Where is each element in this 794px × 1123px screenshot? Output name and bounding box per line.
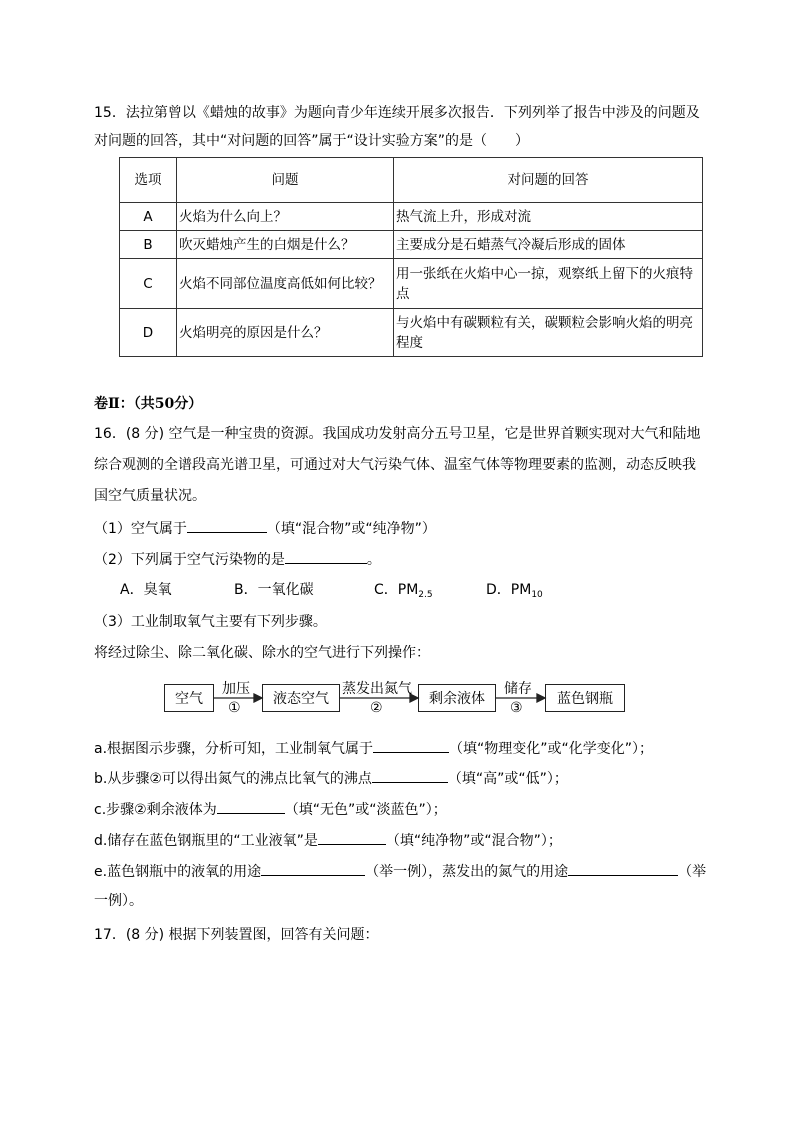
flow-step2-number: ② [370,700,383,716]
option-a: A．臭氧 [120,582,172,598]
q16-sub-e [94,861,706,882]
q16-sub-a [94,738,653,759]
q16-part2-prefix: （2）下列属于空气污染物的是 [94,552,285,568]
q16-part1-suffix: （填“混合物”或“纯净物”） [266,521,436,537]
q16-part3-intro: 将经过除尘、除二氧化碳、除水的空气进行下列操作： [94,645,430,661]
q16-line3: 国空气质量状况。 [94,488,206,504]
q16-line2: 综合观测的全谱段高光谱卫星，可通过对大气污染气体、温室气体等物理要素的监测，动态反映我 [94,457,696,473]
option-c-subscript: 2.5 [418,590,433,600]
flow-step3-number: ③ [510,700,523,716]
q16-sub-d [94,830,562,851]
q15-line1: 15．法拉第曾以《蜡烛的故事》为题向青少年连续开展多次报告．下列列举了报告中涉及的问题及 [94,105,700,121]
q16-part1-prefix: （1）空气属于 [94,521,187,537]
option-b: B．一氧化碳 [234,582,314,598]
q16-sub-c [94,799,447,820]
table-cell-option: D [120,309,177,357]
q16-sub-e-middle: （举一例），蒸发出的氮气的用途 [365,864,569,880]
q15-line2: 对问题的回答，其中“对问题的回答”属于“设计实验方案”的是（ ） [94,133,530,149]
q16-sub-c-suffix: （填“无色”或“淡蓝色”）； [284,802,447,818]
table-cell-question: 火焰为什么向上？ [177,203,394,231]
q16-sub-b [94,768,568,789]
table-header-answer: 对问题的回答 [394,158,703,203]
table-cell-answer: 热气流上升，形成对流 [394,203,703,231]
q17-line1: 17．(8 分) 根据下列装置图，回答有关问题： [94,927,379,943]
flow-box-blue-cylinder: 蓝色钢瓶 [545,684,625,712]
table-cell-option: B [120,231,177,259]
q16-sub-d-prefix: d.储存在蓝色钢瓶里的“工业液氧”是 [94,833,318,849]
section-heading: 卷Ⅱ：（共50分） [94,396,203,412]
table-cell-answer: 用一张纸在火焰中心一掠，观察纸上留下的火痕特点 [394,259,703,309]
answer-blank-c[interactable] [217,799,285,814]
answer-blank-d[interactable] [318,830,386,845]
flow-step3-label: 储存 [504,681,532,697]
q16-sub-b-prefix: b.从步骤②可以得出氮气的沸点比氧气的沸点 [94,771,372,787]
flow-step1-number: ① [228,700,241,716]
answer-blank-e1[interactable] [261,861,365,876]
table-header-question: 问题 [177,158,394,203]
option-d-text: D．PM [486,582,532,598]
flow-box-remaining-liquid: 剩余液体 [418,684,496,712]
table-cell-answer: 与火焰中有碳颗粒有关，碳颗粒会影响火焰的明亮程度 [394,309,703,357]
answer-blank-e2[interactable] [568,861,678,876]
q16-sub-e-line2: 一例）。 [94,893,143,909]
q16-part3: （3）工业制取氧气主要有下列步骤。 [94,614,327,630]
table-cell-option: A [120,203,177,231]
table-cell-question: 火焰明亮的原因是什么？ [177,309,394,357]
flow-box-air: 空气 [164,684,214,712]
table-cell-question: 吹灭蜡烛产生的白烟是什么？ [177,231,394,259]
q16-sub-b-suffix: （填“高”或“低”）； [447,771,568,787]
answer-blank-b[interactable] [372,768,448,783]
table-header-option: 选项 [120,158,177,203]
q16-sub-c-prefix: c.步骤②剩余液体为 [94,802,217,818]
q16-line1: 16．(8 分) 空气是一种宝贵的资源。我国成功发射高分五号卫星，它是世界首颗实现对大气和陆地 [94,426,701,442]
flow-step2-label: 蒸发出氮气 [342,681,412,697]
answer-blank-a[interactable] [373,738,449,753]
q16-sub-a-suffix: （填“物理变化”或“化学变化”）； [449,741,654,757]
flow-arrowhead-1 [254,694,262,702]
q16-sub-e-suffix: （举 [678,864,707,880]
option-d-subscript: 10 [531,590,543,600]
q16-sub-a-prefix: a.根据图示步骤，分析可知，工业制氧气属于 [94,741,374,757]
table-cell-option: C [120,259,177,309]
flow-step1-label: 加压 [222,681,250,697]
flow-box-liquid-air: 液态空气 [262,684,340,712]
table-cell-question: 火焰不同部位温度高低如何比较？ [177,259,394,309]
table-cell-answer: 主要成分是石蜡蒸气冷凝后形成的固体 [394,231,703,259]
q16-sub-e-prefix: e.蓝色钢瓶中的液氧的用途 [94,864,262,880]
q16-part2-suffix: 。 [366,552,381,568]
option-c-text: C．PM [374,582,419,598]
q16-sub-d-suffix: （填“纯净物”或“混合物”）； [385,833,562,849]
flow-arrowhead-3 [537,694,545,702]
